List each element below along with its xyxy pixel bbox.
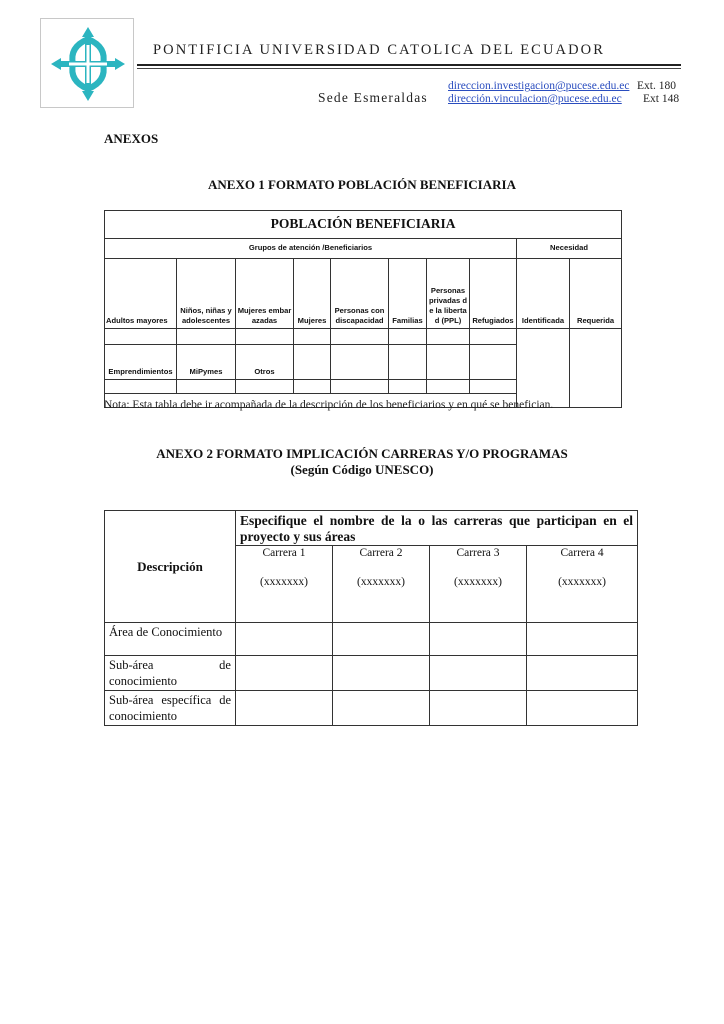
carrera-name: Carrera 2 <box>359 547 403 559</box>
table-cell <box>105 329 177 345</box>
anexos-heading: ANEXOS <box>104 131 159 146</box>
sede-label: Sede Esmeraldas <box>318 90 428 105</box>
table-cell <box>527 623 638 656</box>
table-cell <box>236 623 333 656</box>
col-mujeres: Mujeres <box>294 259 331 329</box>
table-cell <box>294 345 331 380</box>
table-cell <box>470 345 517 380</box>
ext-investigacion: Ext. 180 <box>637 80 676 92</box>
table-cell <box>427 345 470 380</box>
carrera-code: (xxxxxxx) <box>558 576 606 588</box>
table-cell <box>331 380 389 394</box>
table-cell <box>236 656 333 691</box>
table-cell <box>427 329 470 345</box>
table-cell <box>333 691 430 726</box>
header-rule-thin <box>137 68 681 69</box>
grupos-header: Grupos de atención /Beneficiarios <box>105 239 517 259</box>
necesidad-header: Necesidad <box>517 239 622 259</box>
poblacion-beneficiaria-table <box>104 210 622 408</box>
table-cell <box>430 623 527 656</box>
table-cell <box>331 345 389 380</box>
col-ppl: Personas privadas de la libertad (PPL) <box>427 259 470 329</box>
descripcion-header: Descripción <box>105 511 236 623</box>
table-cell <box>517 329 570 408</box>
table-cell <box>177 380 236 394</box>
carrera-code: (xxxxxxx) <box>357 576 405 588</box>
table-cell <box>294 380 331 394</box>
table-cell <box>527 656 638 691</box>
table-cell <box>430 691 527 726</box>
col-discapacidad: Personas con discapacidad <box>331 259 389 329</box>
email-vinculacion-link[interactable]: dirección.vinculacion@pucese.edu.ec <box>448 93 622 105</box>
email-investigacion-link[interactable]: direccion.investigacion@pucese.edu.ec <box>448 80 630 92</box>
col-refugiados: Refugiados <box>470 259 517 329</box>
ext-vinculacion: Ext 148 <box>643 93 680 105</box>
table-cell <box>470 380 517 394</box>
cross-logo-icon <box>49 25 127 103</box>
carrera-name: Carrera 1 <box>262 547 306 559</box>
row-area: Área de Conocimiento <box>105 623 236 656</box>
table-cell <box>430 656 527 691</box>
row-subarea: Sub-área de conocimiento <box>105 656 236 691</box>
anexo2-title-line: ANEXO 2 FORMATO IMPLICACIÓN CARRERAS Y/O PROGRAMAS <box>156 446 568 461</box>
table-title: POBLACIÓN BENEFICIARIA <box>105 211 622 239</box>
row-subarea-especifica: Sub-área específica de conocimiento <box>105 691 236 726</box>
carrera-1-header <box>236 546 333 623</box>
table-cell <box>570 329 622 408</box>
table-cell <box>177 329 236 345</box>
table-cell <box>236 691 333 726</box>
row-emprendimientos: Emprendimientos <box>105 345 177 380</box>
col-requerida: Requerida <box>570 259 622 329</box>
table-cell <box>333 656 430 691</box>
col-familias: Familias <box>389 259 427 329</box>
carrera-code: (xxxxxxx) <box>260 576 308 588</box>
table-cell <box>236 380 294 394</box>
table-cell <box>331 329 389 345</box>
table-cell <box>105 380 177 394</box>
university-name: PONTIFICIA UNIVERSIDAD CATOLICA DEL ECUADOR <box>153 42 605 58</box>
header-rule <box>137 64 681 66</box>
carreras-table <box>104 510 638 726</box>
table-cell <box>389 345 427 380</box>
carrera-3-header <box>430 546 527 623</box>
carrera-name: Carrera 4 <box>560 547 604 559</box>
table-cell <box>470 329 517 345</box>
anexo2-subtitle: (Según Código UNESCO) <box>290 462 434 477</box>
anexo1-title: ANEXO 1 FORMATO POBLACIÓN BENEFICIARIA <box>208 177 516 192</box>
col-adultos-mayores: Adultos mayores <box>105 259 177 329</box>
table-cell <box>389 380 427 394</box>
col-identificada: Identificada <box>517 259 570 329</box>
nota-text: Nota: Esta tabla debe ir acompañada de la descripción de los beneficiarios y en qué se benefician. <box>104 399 554 411</box>
anexo2-title <box>0 446 724 478</box>
especifique-header: Especifique el nombre de la o las carreras que participan en el proyecto y sus áreas <box>236 511 638 546</box>
table-cell <box>527 691 638 726</box>
col-mujeres-embarazadas: Mujeres embarazadas <box>236 259 294 329</box>
table-cell <box>427 380 470 394</box>
university-logo <box>40 18 134 108</box>
carrera-4-header <box>527 546 638 623</box>
table-cell <box>294 329 331 345</box>
table-cell <box>389 329 427 345</box>
table-cell <box>236 329 294 345</box>
table-cell <box>333 623 430 656</box>
row-otros: Otros <box>236 345 294 380</box>
row-mipymes: MiPymes <box>177 345 236 380</box>
carrera-name: Carrera 3 <box>456 547 500 559</box>
carrera-2-header <box>333 546 430 623</box>
carrera-code: (xxxxxxx) <box>454 576 502 588</box>
col-ninos: Niños, niñas y adolescentes <box>177 259 236 329</box>
